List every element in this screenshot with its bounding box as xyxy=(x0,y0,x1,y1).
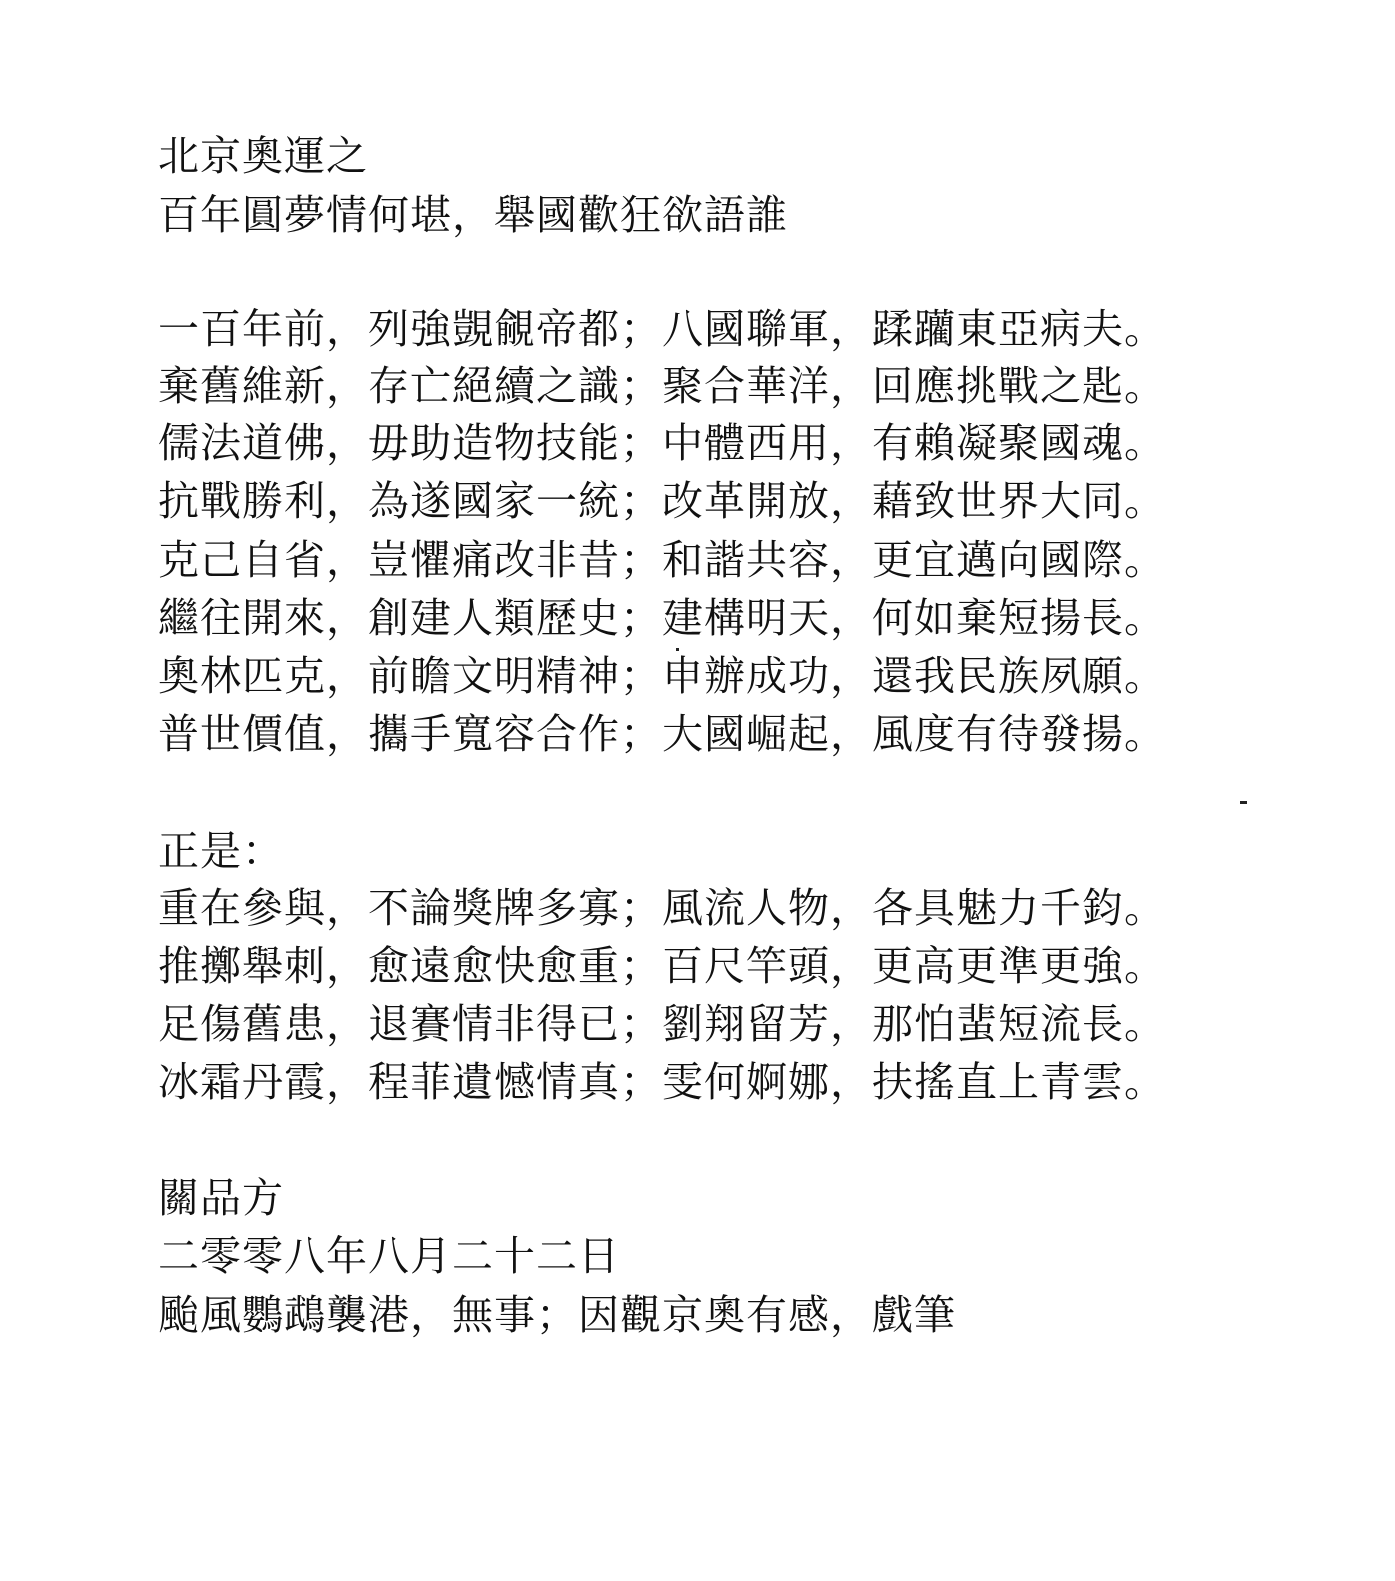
note-line: 颱風鸚鵡襲港，無事；因觀京奧有感，戲筆 xyxy=(158,1291,956,1339)
zhengshi-label: 正是： xyxy=(158,827,284,875)
author-name: 關品方 xyxy=(158,1174,284,1222)
verse1-line-7: 奧林匹克，前瞻文明精神；申辦成功，還我民族夙願。 xyxy=(158,652,1166,700)
poem-subtitle: 百年圓夢情何堪，舉國歡狂欲語誰 xyxy=(158,191,788,239)
verse1-line-5: 克己自省，豈懼痛改非昔；和諧共容，更宜邁向國際。 xyxy=(158,536,1166,584)
verse1-line-8: 普世價值，攜手寬容合作；大國崛起，風度有待發揚。 xyxy=(158,710,1166,758)
verse1-line-1: 一百年前，列強覬覦帝都；八國聯軍，蹂躪東亞病夫。 xyxy=(158,305,1166,353)
verse1-line-6: 繼往開來，創建人類歷史；建構明天，何如棄短揚長。 xyxy=(158,594,1166,642)
verse2-line-2: 推擲舉刺，愈遠愈快愈重；百尺竿頭，更高更準更強。 xyxy=(158,942,1166,990)
verse2-line-1: 重在參與，不論獎牌多寡；風流人物，各具魅力千鈞。 xyxy=(158,884,1166,932)
poem-title: 北京奧運之 xyxy=(158,132,368,180)
date-line: 二零零八年八月二十二日 xyxy=(158,1232,620,1280)
verse2-line-4: 冰霜丹霞，程菲遺憾情真；雯何婀娜，扶搖直上青雲。 xyxy=(158,1058,1166,1106)
verse2-line-3: 足傷舊患，退賽情非得已；劉翔留芳，那怕蜚短流長。 xyxy=(158,1000,1166,1048)
verse1-line-4: 抗戰勝利，為遂國家一統；改革開放，藉致世界大同。 xyxy=(158,477,1166,525)
scan-speck xyxy=(676,648,679,651)
verse1-line-3: 儒法道佛，毋助造物技能；中體西用，有賴凝聚國魂。 xyxy=(158,419,1166,467)
scan-speck xyxy=(1240,801,1247,804)
verse1-line-2: 棄舊維新，存亡絕續之識；聚合華洋，回應挑戰之匙。 xyxy=(158,362,1166,410)
